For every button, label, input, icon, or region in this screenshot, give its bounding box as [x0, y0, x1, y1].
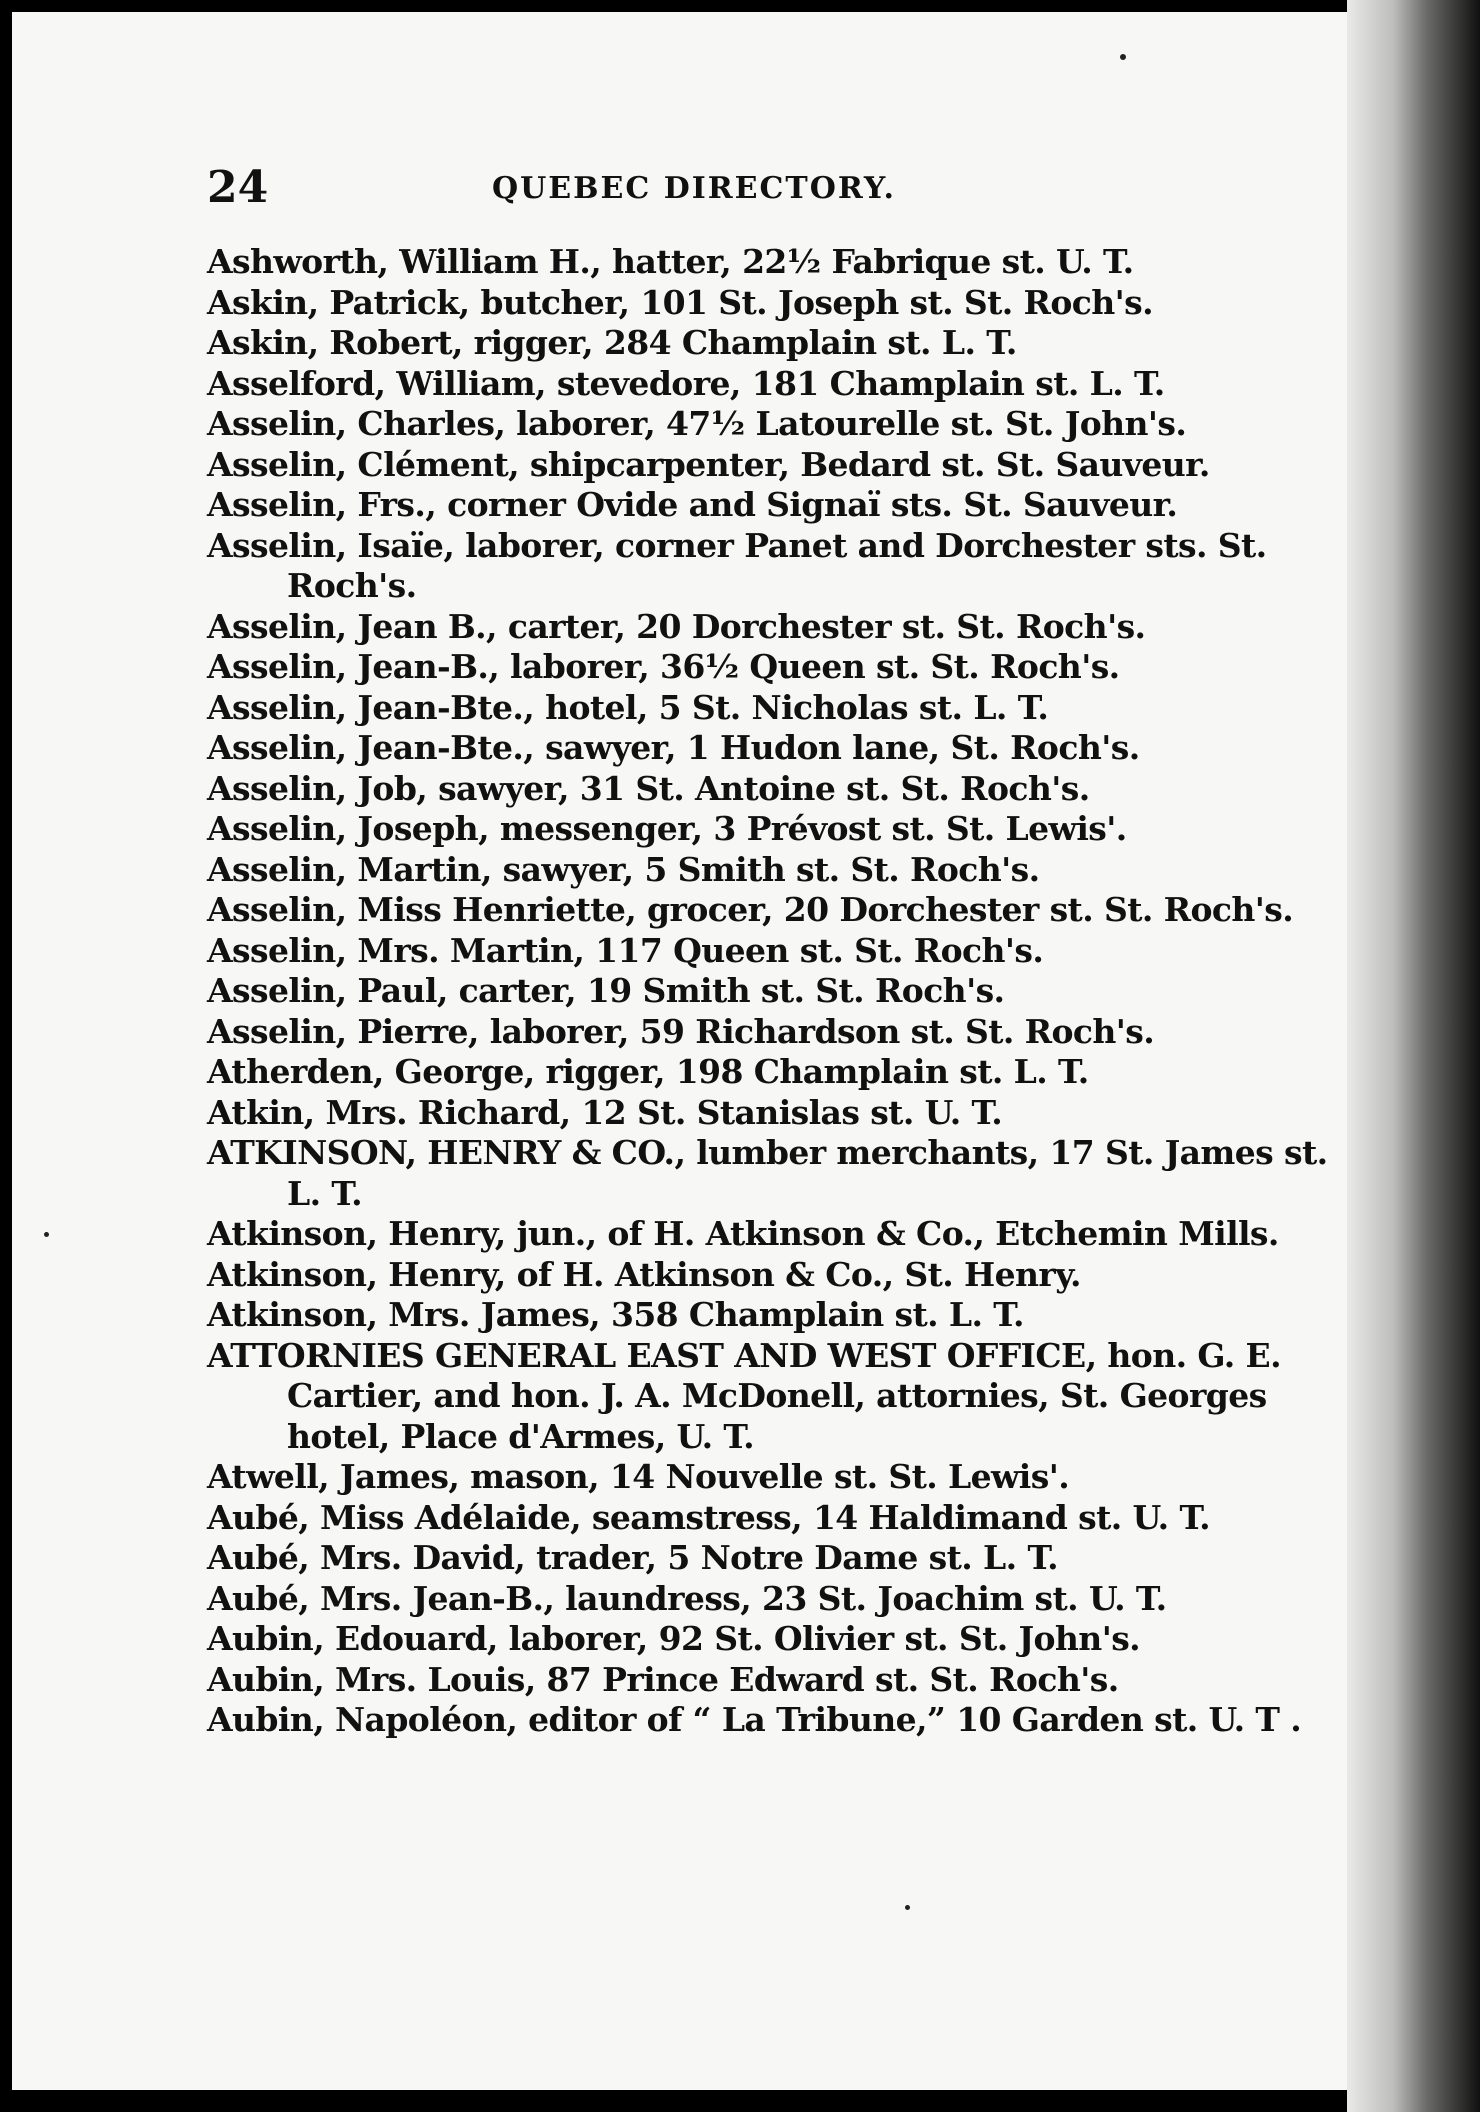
directory-entry: Asselin, Jean B., carter, 20 Dorchester st. St. Roch's.: [207, 606, 1146, 646]
directory-entry: Aubé, Mrs. David, trader, 5 Notre Dame st. L. T.: [207, 1538, 1059, 1577]
directory-entry: Asselin, Isaïe, laborer, corner Panet and Dorchester sts. St. Roch's.: [207, 525, 1267, 605]
directory-entry: Asselin, Jean-B., laborer, 36½ Queen st. St. Roch's.: [207, 647, 1120, 686]
directory-entry: Aubin, Mrs. Louis, 87 Prince Edward st. St. Roch's.: [207, 1659, 1119, 1699]
running-head: QUEBEC DIRECTORY.: [492, 171, 896, 206]
ink-speck: [1120, 54, 1126, 60]
directory-entry: Asselin, Jean-Bte., hotel, 5 St. Nicholas st. L. T.: [207, 687, 1049, 727]
ink-speck: [905, 1905, 910, 1910]
directory-entries: [207, 242, 1337, 1741]
ink-speck: [44, 1232, 49, 1237]
directory-entry: Asselin, Jean-Bte., sawyer, 1 Hudon lane, St. Roch's.: [207, 728, 1140, 767]
directory-entry: Asselin, Martin, sawyer, 5 Smith st. St. Roch's.: [207, 849, 1040, 889]
directory-entry: Atkinson, Henry, jun., of H. Atkinson & Co., Etchemin Mills.: [207, 1214, 1279, 1253]
book-spine: [1347, 0, 1480, 2112]
directory-entry: Askin, Patrick, butcher, 101 St. Joseph st. St. Roch's.: [207, 282, 1154, 322]
directory-entry: ATKINSON, HENRY & CO., lumber merchants, 17 St. James st. L. T.: [207, 1133, 1328, 1213]
directory-entry: Asselin, Miss Henriette, grocer, 20 Dorchester st. St. Roch's.: [207, 890, 1294, 929]
directory-entry: Atkin, Mrs. Richard, 12 St. Stanislas st. U. T.: [207, 1092, 1003, 1132]
page-header: [207, 162, 1207, 212]
directory-entry: Aubé, Mrs. Jean-B., laundress, 23 St. Joachim st. U. T.: [207, 1578, 1167, 1618]
directory-entry: Asselin, Paul, carter, 19 Smith st. St. Roch's.: [207, 971, 1005, 1010]
directory-entry: Ashworth, William H., hatter, 22½ Fabrique st. U. T.: [207, 242, 1134, 281]
directory-entry: Atherden, George, rigger, 198 Champlain st. L. T.: [207, 1052, 1089, 1091]
directory-page: [12, 12, 1347, 2090]
directory-entry: ATTORNIES GENERAL EAST AND WEST OFFICE, hon. G. E. Cartier, and hon. J. A. McDonell, attornies, St. Georges hotel, Place d'Armes, U. T.: [207, 1335, 1281, 1456]
page-number: 24: [207, 162, 269, 213]
directory-entry: Asselin, Joseph, messenger, 3 Prévost st. St. Lewis'.: [207, 809, 1127, 848]
directory-entry: Atkinson, Henry, of H. Atkinson & Co., St. Henry.: [207, 1254, 1081, 1294]
directory-entry: Asselin, Mrs. Martin, 117 Queen st. St. Roch's.: [207, 930, 1044, 970]
directory-entry: Aubé, Miss Adélaide, seamstress, 14 Haldimand st. U. T.: [207, 1497, 1211, 1537]
directory-entry: Asselin, Pierre, laborer, 59 Richardson st. St. Roch's.: [207, 1011, 1155, 1051]
directory-entry: Asselin, Frs., corner Ovide and Signaï sts. St. Sauveur.: [207, 485, 1178, 524]
directory-entry: Asselin, Charles, laborer, 47½ Latourelle st. St. John's.: [207, 404, 1187, 443]
directory-entry: Asselin, Clément, shipcarpenter, Bedard st. St. Sauveur.: [207, 444, 1210, 484]
directory-entry: Asselin, Job, sawyer, 31 St. Antoine st. St. Roch's.: [207, 768, 1090, 808]
directory-entry: Asselford, William, stevedore, 181 Champlain st. L. T.: [207, 363, 1165, 403]
directory-entry: Atwell, James, mason, 14 Nouvelle st. St. Lewis'.: [207, 1457, 1070, 1496]
directory-entry: Aubin, Napoléon, editor of “ La Tribune,” 10 Garden st. U. T .: [207, 1700, 1302, 1739]
directory-entry: Atkinson, Mrs. James, 358 Champlain st. L. T.: [207, 1295, 1024, 1334]
directory-entry: Askin, Robert, rigger, 284 Champlain st. L. T.: [207, 323, 1017, 362]
directory-entry: Aubin, Edouard, laborer, 92 St. Olivier st. St. John's.: [207, 1619, 1141, 1658]
